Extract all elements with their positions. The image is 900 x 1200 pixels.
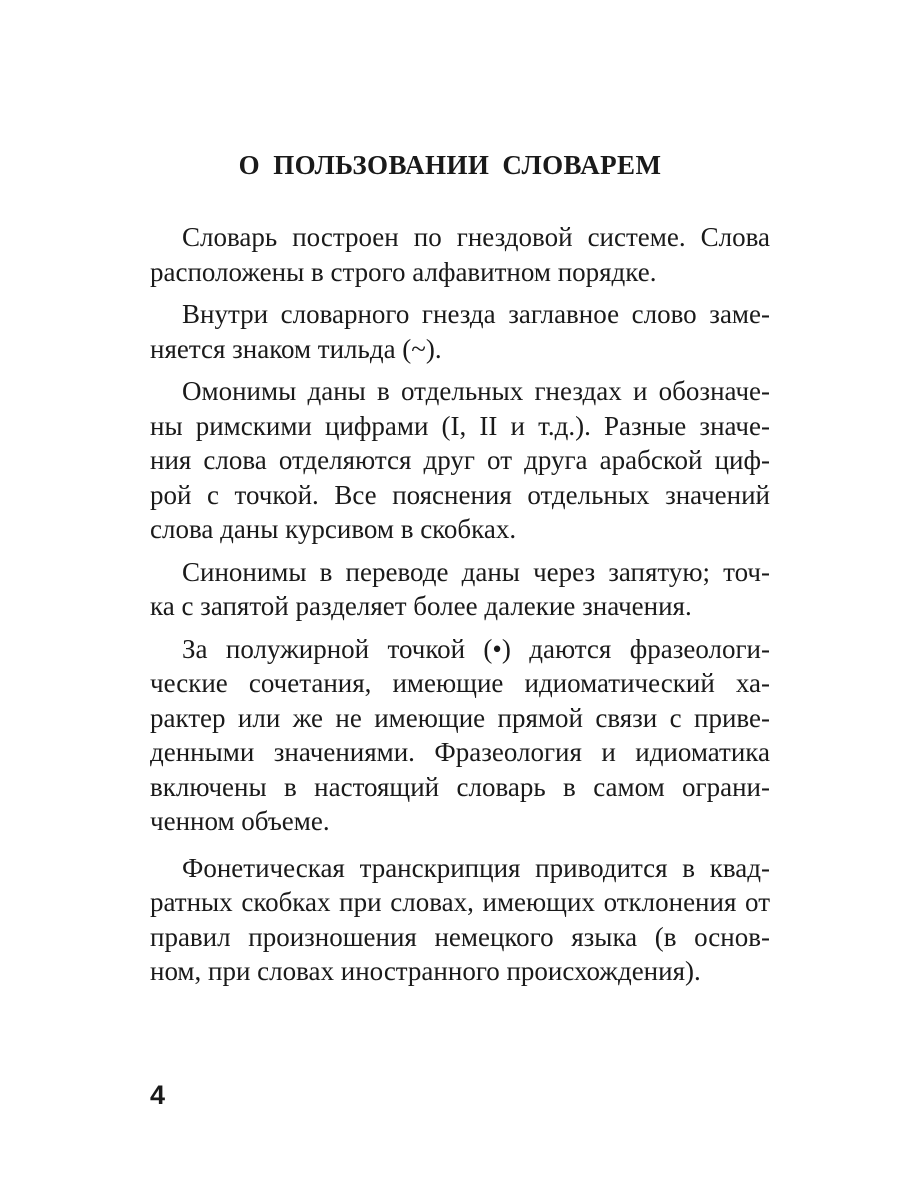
text-line: Внутри словарного гнезда заглавное слово заме- xyxy=(182,299,770,329)
text-line: рактер или же не имеющие прямой связи с приве- xyxy=(150,702,770,733)
text-line: Омонимы даны в отдельных гнездах и обозначе- xyxy=(182,376,770,406)
text-line: Словарь построен по гнездовой системе. Слова xyxy=(182,222,770,252)
text-line: денными значениями. Фразеология и идиоматика xyxy=(150,737,770,767)
text-line: правил произношения немецкого языка (в основ- xyxy=(150,921,770,952)
text-line: няется знаком тильда (~). xyxy=(150,333,442,364)
body-text xyxy=(150,220,770,997)
paragraph-transcription xyxy=(150,851,770,989)
paragraph-phraseology xyxy=(150,632,770,839)
page-number: 4 xyxy=(150,1080,166,1110)
text-line: Синонимы в переводе даны через запятую; точ- xyxy=(182,556,770,587)
text-line: ка с запятой разделяет более далекие значения. xyxy=(150,591,692,621)
text-line: ния слова отделяются друг от друга арабской циф- xyxy=(150,445,770,475)
paragraph-homonyms xyxy=(150,374,770,547)
text-line: За полужирной точкой (•) даются фразеологи- xyxy=(182,633,770,664)
text-line: включены в настоящий словарь в самом ограни- xyxy=(150,771,770,802)
paragraph-synonyms xyxy=(150,555,770,624)
text-line: ченном объеме. xyxy=(150,806,330,836)
text-line: ратных скобках при словах, имеющих отклонения от xyxy=(150,887,770,917)
text-line: Фонетическая транскрипция приводится в квад- xyxy=(182,852,770,883)
text-line: ческие сочетания, имеющие идиоматический ха- xyxy=(150,668,770,698)
text-line: ны римскими цифрами (I, II и т.д.). Разные значе- xyxy=(150,410,770,441)
paragraph-structure xyxy=(150,220,770,289)
page-title: О ПОЛЬЗОВАНИИ СЛОВАРЕМ xyxy=(238,150,662,180)
text-line: слова даны курсивом в скобках. xyxy=(150,514,517,544)
paragraph-tilde xyxy=(150,297,770,366)
text-line: ном, при словах иностранного происхождения). xyxy=(150,956,701,986)
text-line: расположены в строго алфавитном порядке. xyxy=(150,256,657,287)
text-line: рой с точкой. Все пояснения отдельных значений xyxy=(150,479,770,510)
